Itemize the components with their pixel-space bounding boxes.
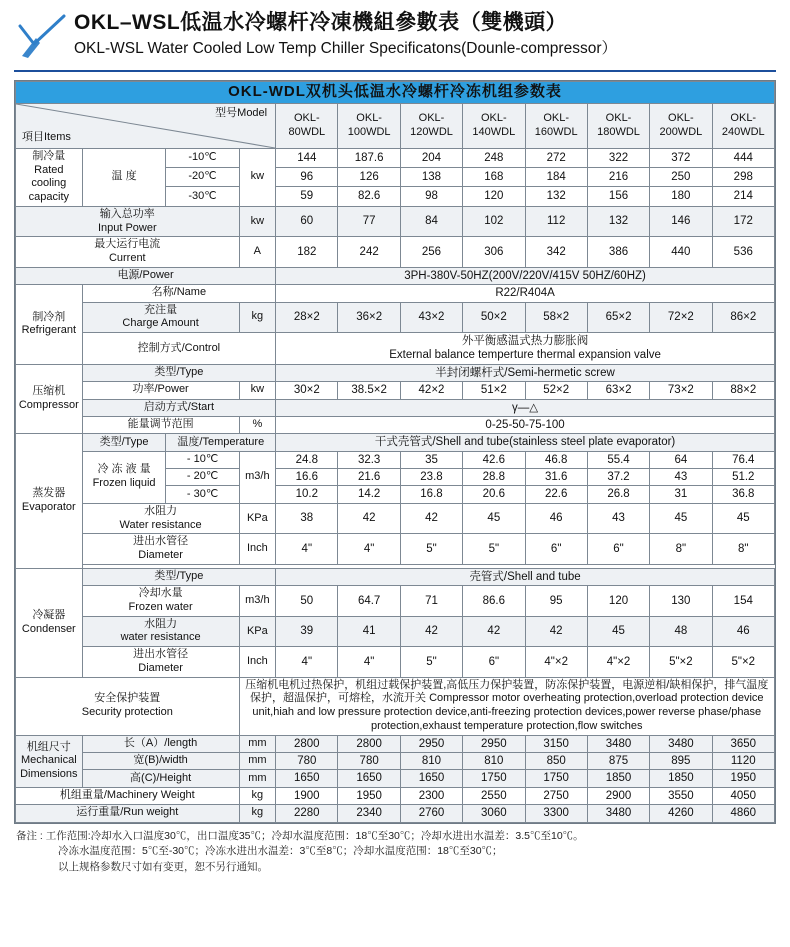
cooling-1-v8: 444	[712, 148, 774, 167]
control-value-en: External balance temperture thermal expansion valve	[389, 349, 661, 362]
dimension-length-label: 长（A）/length	[82, 735, 239, 752]
frozen-1-v6: 55.4	[587, 451, 649, 468]
cooling-temp-3: -30℃	[166, 187, 239, 206]
input-power-unit: kw	[239, 206, 276, 237]
mach-wt-v4: 2550	[463, 787, 525, 804]
cond-dia-v6: 4"×2	[587, 647, 649, 678]
temperature-label: 温 度	[82, 148, 166, 206]
dim-hgt-v3: 1650	[400, 770, 462, 787]
comp-power-v4: 51×2	[463, 382, 525, 399]
power-supply-label: 电源/Power	[16, 267, 276, 284]
compressor-capacity-label: 能量调节范围	[82, 416, 239, 433]
cond-water-v6: 120	[587, 586, 649, 617]
frozen-1-v4: 42.6	[463, 451, 525, 468]
compressor-start-row	[16, 399, 775, 416]
evaporator-temperature-label: 温度/Temperature	[166, 434, 276, 451]
condenser-resistance-row	[16, 616, 775, 647]
cooling-2-v7: 250	[650, 168, 712, 187]
evaporator-group-label: 蒸发器 Evaporator	[16, 434, 83, 569]
frozen-liquid-row-1	[16, 451, 775, 468]
evap-res-v2: 42	[338, 503, 400, 534]
charge-amount-row	[16, 302, 775, 333]
condenser-type-label: 类型/Type	[82, 568, 275, 585]
model-header-row	[16, 103, 775, 148]
evap-res-v7: 45	[650, 503, 712, 534]
dim-len-v6: 3480	[587, 735, 649, 752]
dim-hgt-v5: 1750	[525, 770, 587, 787]
frozen-3-v3: 16.8	[400, 486, 462, 503]
evap-dia-v4: 5"	[463, 534, 525, 565]
charge-amount-label: 充注量 Charge Amount	[82, 302, 239, 333]
dim-wid-v2: 780	[338, 753, 400, 770]
dim-wid-v1: 780	[276, 753, 338, 770]
items-label: 項目Items	[22, 131, 71, 143]
current-v5: 342	[525, 237, 587, 268]
spec-table-wrap	[14, 80, 776, 824]
frozen-3-v7: 31	[650, 486, 712, 503]
cooling-2-v8: 298	[712, 168, 774, 187]
cooling-3-v1: 59	[276, 187, 338, 206]
table-banner-row	[16, 82, 775, 104]
model-col-6: OKL- 180WDL	[587, 103, 649, 148]
footnote-line-3: 以上规格参数尺寸如有变更，恕不另行通知。	[58, 861, 268, 873]
refrigerant-name-label: 名称/Name	[82, 285, 275, 302]
frozen-3-v4: 20.6	[463, 486, 525, 503]
model-col-5: OKL- 160WDL	[525, 103, 587, 148]
security-row	[16, 677, 775, 735]
evaporator-diameter-row	[16, 534, 775, 565]
run-wt-v4: 3060	[463, 805, 525, 822]
model-col-4: OKL- 140WDL	[463, 103, 525, 148]
mach-wt-v2: 1950	[338, 787, 400, 804]
condenser-diameter-unit: Inch	[239, 647, 276, 678]
evap-dia-v8: 8"	[712, 534, 774, 565]
frozen-3-v8: 36.8	[712, 486, 774, 503]
frozen-temp-3: - 30℃	[166, 486, 239, 503]
items-model-corner-cell	[16, 103, 276, 148]
current-v2: 242	[338, 237, 400, 268]
dim-hgt-v1: 1650	[276, 770, 338, 787]
input-power-v1: 60	[276, 206, 338, 237]
condenser-resistance-label: 水阻力 water resistance	[82, 616, 239, 647]
evaporator-type-label: 类型/Type	[82, 434, 166, 451]
current-v6: 386	[587, 237, 649, 268]
comp-power-v3: 42×2	[400, 382, 462, 399]
compressor-capacity-unit: %	[239, 416, 276, 433]
cooling-3-v3: 98	[400, 187, 462, 206]
frozen-3-v6: 26.8	[587, 486, 649, 503]
dim-len-v2: 2800	[338, 735, 400, 752]
mach-wt-v7: 3550	[650, 787, 712, 804]
input-power-v5: 112	[525, 206, 587, 237]
compressor-start-label: 启动方式/Start	[82, 399, 275, 416]
frozen-2-v3: 23.8	[400, 469, 462, 486]
frozen-1-v2: 32.3	[338, 451, 400, 468]
evap-res-v8: 45	[712, 503, 774, 534]
cond-res-v8: 46	[712, 616, 774, 647]
compressor-type-row	[16, 364, 775, 381]
current-unit: A	[239, 237, 276, 268]
cond-res-v6: 45	[587, 616, 649, 647]
dim-wid-v5: 850	[525, 753, 587, 770]
cooling-1-v3: 204	[400, 148, 462, 167]
charge-v4: 50×2	[463, 302, 525, 333]
input-power-v8: 172	[712, 206, 774, 237]
charge-amount-unit: kg	[239, 302, 276, 333]
compressor-capacity-row	[16, 416, 775, 433]
model-col-3: OKL- 120WDL	[400, 103, 462, 148]
evaporator-water-resistance-label: 水阻力 Water resistance	[82, 503, 239, 534]
model-col-1: OKL- 80WDL	[276, 103, 338, 148]
charge-v2: 36×2	[338, 302, 400, 333]
evap-dia-v5: 6"	[525, 534, 587, 565]
cooling-2-v1: 96	[276, 168, 338, 187]
evap-res-v5: 46	[525, 503, 587, 534]
run-wt-v6: 3480	[587, 805, 649, 822]
machinery-weight-unit: kg	[239, 787, 276, 804]
cooling-2-v3: 138	[400, 168, 462, 187]
compressor-type-value: 半封闭螺杆式/Semi-hermetic screw	[276, 364, 775, 381]
run-wt-v1: 2280	[276, 805, 338, 822]
table-banner: OKL-WDL双机头低温水冷螺杆冷冻机组参数表	[16, 82, 775, 104]
evaporator-diameter-label: 进出水管径 Diameter	[82, 534, 239, 565]
frozen-3-v1: 10.2	[276, 486, 338, 503]
machinery-weight-row	[16, 787, 775, 804]
model-col-8: OKL- 240WDL	[712, 103, 774, 148]
dimension-row-length	[16, 735, 775, 752]
condenser-group-label: 冷凝器 Condenser	[16, 568, 83, 677]
control-label: 控制方式/Control	[82, 333, 275, 365]
run-wt-v2: 2340	[338, 805, 400, 822]
compressor-power-unit: kw	[239, 382, 276, 399]
dimensions-group-label: 机组尺寸 Mechanical Dimensions	[16, 735, 83, 787]
frozen-1-v3: 35	[400, 451, 462, 468]
evaporator-water-resistance-unit: KPa	[239, 503, 276, 534]
security-text-en3: phase/phase protection,exhaust temperature protection,flow switches	[371, 706, 762, 732]
compressor-capacity-value: 0-25-50-75-100	[276, 416, 775, 433]
condenser-diameter-row	[16, 647, 775, 678]
dim-len-v4: 2950	[463, 735, 525, 752]
input-power-label: 输入总功率 Input Power	[16, 206, 240, 237]
cond-water-v3: 71	[400, 586, 462, 617]
condenser-type-value: 壳管式/Shell and tube	[276, 568, 775, 585]
evaporator-type-row	[16, 434, 775, 451]
cond-dia-v7: 5"×2	[650, 647, 712, 678]
cooling-row-1	[16, 148, 775, 167]
frozen-2-v4: 28.8	[463, 469, 525, 486]
machinery-weight-label: 机组重量/Machinery Weight	[16, 787, 240, 804]
comp-power-v7: 73×2	[650, 382, 712, 399]
cooling-1-v1: 144	[276, 148, 338, 167]
cooling-2-v6: 216	[587, 168, 649, 187]
refrigerant-name-value: R22/R404A	[276, 285, 775, 302]
compressor-group-label: 压缩机 Compressor	[16, 364, 83, 434]
dim-wid-v7: 895	[650, 753, 712, 770]
input-power-v3: 84	[400, 206, 462, 237]
current-v7: 440	[650, 237, 712, 268]
control-row	[16, 333, 775, 365]
title-block	[72, 10, 776, 59]
cooling-1-v5: 272	[525, 148, 587, 167]
page-title-en: OKL-WSL Water Cooled Low Temp Chiller Specificatons(Dounle-compressor）	[74, 40, 617, 58]
frozen-2-v1: 16.6	[276, 469, 338, 486]
frozen-2-v8: 51.2	[712, 469, 774, 486]
current-v1: 182	[276, 237, 338, 268]
cond-dia-v4: 6"	[463, 647, 525, 678]
dim-len-v7: 3480	[650, 735, 712, 752]
dim-wid-v8: 1120	[712, 753, 774, 770]
evaporator-diameter-unit: Inch	[239, 534, 276, 565]
cooling-3-v5: 132	[525, 187, 587, 206]
control-value-cn: 外平衡感温式热力膨胀阀	[461, 335, 589, 347]
cooling-1-v4: 248	[463, 148, 525, 167]
cond-dia-v2: 4"	[338, 647, 400, 678]
current-row	[16, 237, 775, 268]
run-wt-v5: 3300	[525, 805, 587, 822]
evap-res-v4: 45	[463, 503, 525, 534]
security-text-en1: Compressor motor overheating protection,overload protection device unit,hiah and	[252, 692, 764, 719]
spec-table	[15, 81, 775, 823]
input-power-v7: 146	[650, 206, 712, 237]
dim-wid-v3: 810	[400, 753, 462, 770]
condenser-diameter-label: 进出水管径 Diameter	[82, 647, 239, 678]
cooling-1-v7: 372	[650, 148, 712, 167]
cooling-unit: kw	[239, 148, 276, 206]
mach-wt-v1: 1900	[276, 787, 338, 804]
cond-dia-v1: 4"	[276, 647, 338, 678]
run-wt-v8: 4860	[712, 805, 774, 822]
page-header	[14, 0, 776, 66]
control-value	[276, 333, 775, 365]
cond-water-v1: 50	[276, 586, 338, 617]
cooling-3-v6: 156	[587, 187, 649, 206]
evap-res-v3: 42	[400, 503, 462, 534]
dimension-width-unit: mm	[239, 753, 276, 770]
cooling-2-v2: 126	[338, 168, 400, 187]
dim-len-v1: 2800	[276, 735, 338, 752]
charge-v3: 43×2	[400, 302, 462, 333]
evap-dia-v3: 5"	[400, 534, 462, 565]
dim-wid-v6: 875	[587, 753, 649, 770]
frozen-2-v6: 37.2	[587, 469, 649, 486]
dim-hgt-v7: 1850	[650, 770, 712, 787]
input-power-v4: 102	[463, 206, 525, 237]
cond-water-v2: 64.7	[338, 586, 400, 617]
cooling-3-v2: 82.6	[338, 187, 400, 206]
dimension-height-unit: mm	[239, 770, 276, 787]
cond-water-v8: 154	[712, 586, 774, 617]
frozen-liquid-label: 冷 冻 液 量 Frozen liquid	[82, 451, 166, 503]
frozen-liquid-unit: m3/h	[239, 451, 276, 503]
frozen-2-v5: 31.6	[525, 469, 587, 486]
frozen-1-v8: 76.4	[712, 451, 774, 468]
condenser-water-label: 冷却水量 Frozen water	[82, 586, 239, 617]
cond-water-v4: 86.6	[463, 586, 525, 617]
charge-v8: 86×2	[712, 302, 774, 333]
page-title-cn: OKL–WSL低温水冷螺杆冷凍機組參數表（雙機頭）	[74, 11, 568, 34]
refrigerant-group-label: 制冷剂 Refrigerant	[16, 285, 83, 365]
run-weight-row	[16, 805, 775, 822]
frozen-1-v5: 46.8	[525, 451, 587, 468]
footnote-line-1: 备注 : 工作范围:冷却水入口温度30℃，出口温度35℃；冷却水温度范围：18℃至30℃；冷却水进出水温差：3.5℃至10℃。	[16, 829, 584, 842]
current-v8: 536	[712, 237, 774, 268]
frozen-temp-1: - 10℃	[166, 451, 239, 468]
cond-dia-v8: 5"×2	[712, 647, 774, 678]
cond-dia-v5: 4"×2	[525, 647, 587, 678]
evap-res-v1: 38	[276, 503, 338, 534]
frozen-temp-2: - 20℃	[166, 469, 239, 486]
security-label: 安全保护装置 Security protection	[16, 677, 240, 735]
model-col-7: OKL- 200WDL	[650, 103, 712, 148]
cooling-1-v6: 322	[587, 148, 649, 167]
power-supply-value: 3PH-380V-50HZ(200V/220V/415V 50HZ/60HZ)	[276, 267, 775, 284]
power-supply-row	[16, 267, 775, 284]
charge-v1: 28×2	[276, 302, 338, 333]
input-power-v2: 77	[338, 206, 400, 237]
mach-wt-v3: 2300	[400, 787, 462, 804]
cooling-capacity-group-label: 制冷量 Rated cooling capacity	[16, 148, 83, 206]
cooling-1-v2: 187.6	[338, 148, 400, 167]
frozen-1-v7: 64	[650, 451, 712, 468]
frozen-2-v2: 21.6	[338, 469, 400, 486]
dim-len-v5: 3150	[525, 735, 587, 752]
current-label: 最大运行电流 Current	[16, 237, 240, 268]
current-v3: 256	[400, 237, 462, 268]
cond-res-v7: 48	[650, 616, 712, 647]
input-power-row	[16, 206, 775, 237]
cond-water-v7: 130	[650, 586, 712, 617]
cond-res-v4: 42	[463, 616, 525, 647]
mach-wt-v8: 4050	[712, 787, 774, 804]
dimension-row-height	[16, 770, 775, 787]
dimension-length-unit: mm	[239, 735, 276, 752]
dim-len-v3: 2950	[400, 735, 462, 752]
dim-hgt-v6: 1850	[587, 770, 649, 787]
dim-hgt-v2: 1650	[338, 770, 400, 787]
cooling-3-v8: 214	[712, 187, 774, 206]
comp-power-v8: 88×2	[712, 382, 774, 399]
dim-len-v8: 3650	[712, 735, 774, 752]
frozen-1-v1: 24.8	[276, 451, 338, 468]
footnote-line-2: 冷冻水温度范围：5℃至-30℃；冷冻水进出水温差：3℃至8℃；冷却水温度范围：18℃至30℃；	[58, 845, 503, 858]
dim-wid-v4: 810	[463, 753, 525, 770]
evap-res-v6: 43	[587, 503, 649, 534]
evaporator-water-resistance-row	[16, 503, 775, 534]
comp-power-v6: 63×2	[587, 382, 649, 399]
run-weight-unit: kg	[239, 805, 276, 822]
security-text-cn: 压缩机电机过热保护，机组过载保护装置,高低压力保护装置，防冻保护装置，电源逆相/缺相保护，排气温度保护，超温保护，可熔栓，水流开关	[245, 678, 769, 705]
compressor-type-label: 类型/Type	[82, 364, 275, 381]
header-divider	[14, 70, 776, 72]
cooling-2-v5: 184	[525, 168, 587, 187]
cooling-2-v4: 168	[463, 168, 525, 187]
dim-hgt-v8: 1950	[712, 770, 774, 787]
model-label: 型号Model	[215, 106, 268, 119]
company-logo-icon	[14, 12, 72, 62]
condenser-resistance-unit: KPa	[239, 616, 276, 647]
cond-dia-v3: 5"	[400, 647, 462, 678]
comp-power-v2: 38.5×2	[338, 382, 400, 399]
frozen-3-v5: 22.6	[525, 486, 587, 503]
compressor-power-label: 功率/Power	[82, 382, 239, 399]
cond-water-v5: 95	[525, 586, 587, 617]
model-col-2: OKL- 100WDL	[338, 103, 400, 148]
evap-dia-v7: 8"	[650, 534, 712, 565]
footnotes	[14, 829, 776, 876]
cooling-3-v4: 120	[463, 187, 525, 206]
cond-res-v2: 41	[338, 616, 400, 647]
frozen-2-v7: 43	[650, 469, 712, 486]
dim-hgt-v4: 1750	[463, 770, 525, 787]
compressor-power-row	[16, 382, 775, 399]
frozen-3-v2: 14.2	[338, 486, 400, 503]
dimension-height-label: 高(C)/Height	[82, 770, 239, 787]
evaporator-type-value: 干式壳管式/Shell and tube(stainless steel plate evaporator)	[276, 434, 775, 451]
condenser-water-unit: m3/h	[239, 586, 276, 617]
cooling-temp-2: -20℃	[166, 168, 239, 187]
condenser-water-row	[16, 586, 775, 617]
charge-v6: 65×2	[587, 302, 649, 333]
cooling-3-v7: 180	[650, 187, 712, 206]
condenser-type-row	[16, 568, 775, 585]
cond-res-v5: 42	[525, 616, 587, 647]
compressor-start-value: γ—△	[276, 399, 775, 416]
dimension-width-label: 宽(B)/width	[82, 753, 239, 770]
cond-res-v3: 42	[400, 616, 462, 647]
cond-res-v1: 39	[276, 616, 338, 647]
run-wt-v3: 2760	[400, 805, 462, 822]
run-weight-label: 运行重量/Run weight	[16, 805, 240, 822]
cooling-temp-1: -10℃	[166, 148, 239, 167]
security-text	[239, 677, 774, 735]
refrigerant-name-row	[16, 285, 775, 302]
mach-wt-v6: 2900	[587, 787, 649, 804]
run-wt-v7: 4260	[650, 805, 712, 822]
dimension-row-width	[16, 753, 775, 770]
input-power-v6: 132	[587, 206, 649, 237]
comp-power-v1: 30×2	[276, 382, 338, 399]
evap-dia-v2: 4"	[338, 534, 400, 565]
evap-dia-v6: 6"	[587, 534, 649, 565]
security-text-en2: low pressure protection device,anti-freezing protection devices,power reverse	[318, 706, 696, 719]
current-v4: 306	[463, 237, 525, 268]
comp-power-v5: 52×2	[525, 382, 587, 399]
evap-dia-v1: 4"	[276, 534, 338, 565]
charge-v7: 72×2	[650, 302, 712, 333]
charge-v5: 58×2	[525, 302, 587, 333]
mach-wt-v5: 2750	[525, 787, 587, 804]
